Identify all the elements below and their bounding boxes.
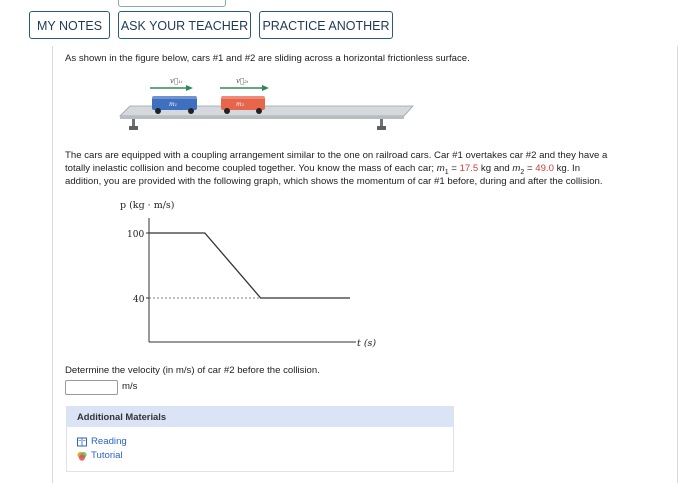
answer-units: m/s [122,381,138,392]
v2-arrowhead [262,85,269,91]
reading-link-label: Reading [91,436,127,447]
m2-symbol: m [512,163,521,174]
m2-value: 49.0 [535,163,554,174]
ask-your-teacher-button[interactable]: ASK YOUR TEACHER [118,11,251,39]
m1-symbol: m [436,163,445,174]
kg-and-text: kg and [478,163,513,174]
track-leg-left [132,119,135,127]
practice-another-button[interactable]: PRACTICE ANOTHER [259,11,393,39]
question-text: Determine the velocity (in m/s) of car #2 before the collision. [65,365,320,376]
momentum-graph [112,196,382,352]
additional-materials-header: Additional Materials [67,407,453,427]
additional-materials-panel [66,406,454,472]
answer-input[interactable] [65,380,118,395]
previous-panel-edge [118,0,226,7]
car-1-wheel-rear [155,108,161,114]
graph-y-axis-label: p (kg · m/s) [120,200,175,211]
m2-equals: = [524,163,536,174]
kg-in-text: kg. In [553,163,581,174]
m1-subscript: 1 [444,168,449,176]
intro-text: As shown in the figure below, cars #1 and #2 are sliding across a horizontal frictionless surface. [65,53,470,64]
car-2-wheel-rear [224,108,230,114]
tutorial-link-label: Tutorial [91,450,123,461]
car-2-wheel-front [256,108,262,114]
tutorial-link[interactable] [77,450,123,461]
car-1-wheel-front [188,108,194,114]
car-1-label: m₁ [169,101,178,108]
graph-momentum-line [149,233,350,298]
m2-subscript: 2 [520,168,525,176]
paragraph-line-2-text: totally inelastic collision and become coupled together. You know the mass of each car; [65,163,437,174]
my-notes-button[interactable]: MY NOTES [29,11,110,39]
m1-value: 17.5 [459,163,479,174]
reading-link[interactable] [77,436,127,447]
v1-label: v⃗₁ᵢ [170,77,183,85]
graph-tick-40: 40 [133,295,145,305]
v1-arrowhead [186,85,193,91]
book-icon [77,437,87,447]
car-2-label: m₂ [236,101,245,108]
graph-x-axis-label: t (s) [357,338,377,349]
m1-equals: = [448,163,460,174]
track-edge [120,116,404,119]
track-foot-left [129,126,138,130]
cars-figure [118,74,418,134]
graph-tick-100: 100 [127,230,145,240]
track-foot-right [377,126,386,130]
tutorial-icon [77,451,87,461]
paragraph-line-1: The cars are equipped with a coupling arrangement similar to the one on railroad cars. Car #1 overtakes car #2 and they have a [65,150,608,161]
paragraph-line-3: addition, you are provided with the following graph, which shows the momentum of car #1 before, during and after the collision. [65,176,603,187]
v2-label: v⃗₂ᵢ [236,77,249,85]
track-leg-right [380,119,383,127]
